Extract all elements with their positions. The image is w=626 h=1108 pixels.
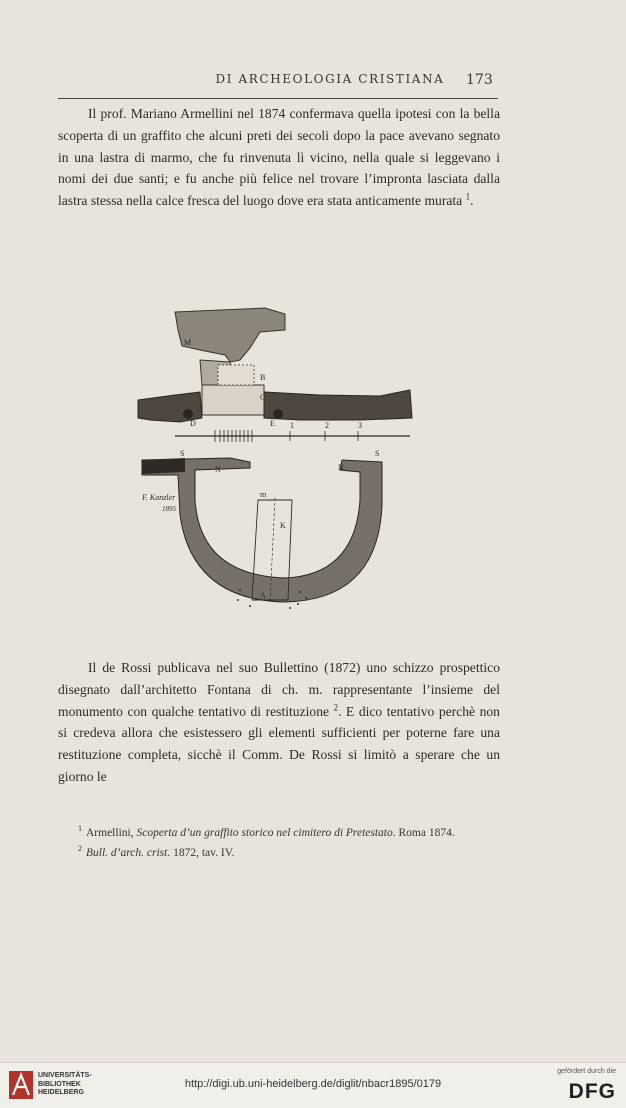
viewer-footer	[0, 1062, 626, 1108]
page-number: 173	[466, 72, 493, 88]
chamber-wall	[142, 458, 382, 602]
label-scale-2: 2	[325, 421, 329, 430]
footnotes	[58, 821, 500, 861]
archaeological-plan-figure	[120, 300, 440, 620]
label-scale-3: 3	[358, 421, 362, 430]
label-e: E	[270, 419, 275, 428]
footnote-1: $^1$ Armellini, Scoperta d’un graffito storico nel cimitero di Pretestato. Roma 1874.	[78, 824, 455, 839]
main-wall-right	[264, 390, 412, 420]
paragraph-2	[58, 657, 500, 788]
label-s-right: S	[375, 449, 380, 458]
signature-line-1: F. Kanzler	[142, 493, 176, 502]
running-title: DI ARCHEOLOGIA CRISTIANA	[215, 72, 445, 86]
upper-masonry	[175, 308, 285, 362]
footnote-ref-1: 1	[465, 191, 471, 202]
signature-line-2: 1895	[162, 505, 176, 513]
label-m: M	[184, 338, 192, 347]
label-k: K	[280, 521, 286, 530]
central-niche	[202, 385, 264, 415]
dfg-caption: gefördert durch die	[557, 1068, 616, 1075]
permalink-url[interactable]: http://digi.ub.uni-heidelberg.de/diglit/nbacr1895/0179	[184, 1078, 442, 1090]
column-base-left	[183, 409, 193, 419]
column-base-right	[273, 409, 283, 419]
label-d: D	[190, 419, 196, 428]
label-n-right: N	[338, 463, 344, 472]
label-a: A	[260, 591, 266, 600]
paragraph-2-text: Il de Rossi publicava nel suo Bullettino (1872) uno schizzo prospettico disegnato dall’architetto Fontana di ch. m. rappresentante l’insieme del monumento con qualche tentativo di restituzione	[58, 660, 500, 719]
institution-name[interactable]: UNIVERSITÄTS- BIBLIOTHEK HEIDELBERG	[38, 1072, 92, 1096]
header-rule	[58, 98, 498, 99]
dfg-logo[interactable]: DFG	[568, 1080, 616, 1103]
label-s-left: S	[180, 449, 185, 458]
label-n-left: N	[215, 465, 221, 474]
label-b: B	[260, 373, 266, 382]
footnote-2: $^2$ Bull. d’arch. crist. 1872, tav. IV.	[78, 843, 235, 859]
label-m-small: m	[260, 490, 267, 499]
paragraph-1-end: .	[470, 193, 474, 209]
chamber-cap	[142, 458, 185, 474]
paragraph-1	[58, 103, 500, 212]
paragraph-2-continuation: . E dico tentativo perchè non si credeva allora che esistessero gli elementi sufficienti per poterne fare una restituzione completa, sicchè il Comm. De Rossi si limitò a sperare che un giorno le	[58, 703, 500, 784]
paragraph-1-text: Il prof. Mariano Armellini nel 1874 confermava quella ipotesi con la bella scoperta di un graffito che alcuni preti dei secoli dopo la pace avevano segnato in una lastra di marmo, che fu rinvenuta lì vicino, nella quale si leggevano i nomi dei due santi; e fu anche più felice nel trovare l’impronta lasciata dalla lastra stessa nella calce fresca del luogo dove era stata anticamente murata	[58, 106, 500, 209]
central-opening	[218, 365, 254, 385]
label-scale-1: 1	[290, 421, 294, 430]
main-wall-left	[138, 392, 202, 422]
footnote-ref-2: 2	[333, 702, 339, 713]
label-c: C	[260, 393, 266, 402]
